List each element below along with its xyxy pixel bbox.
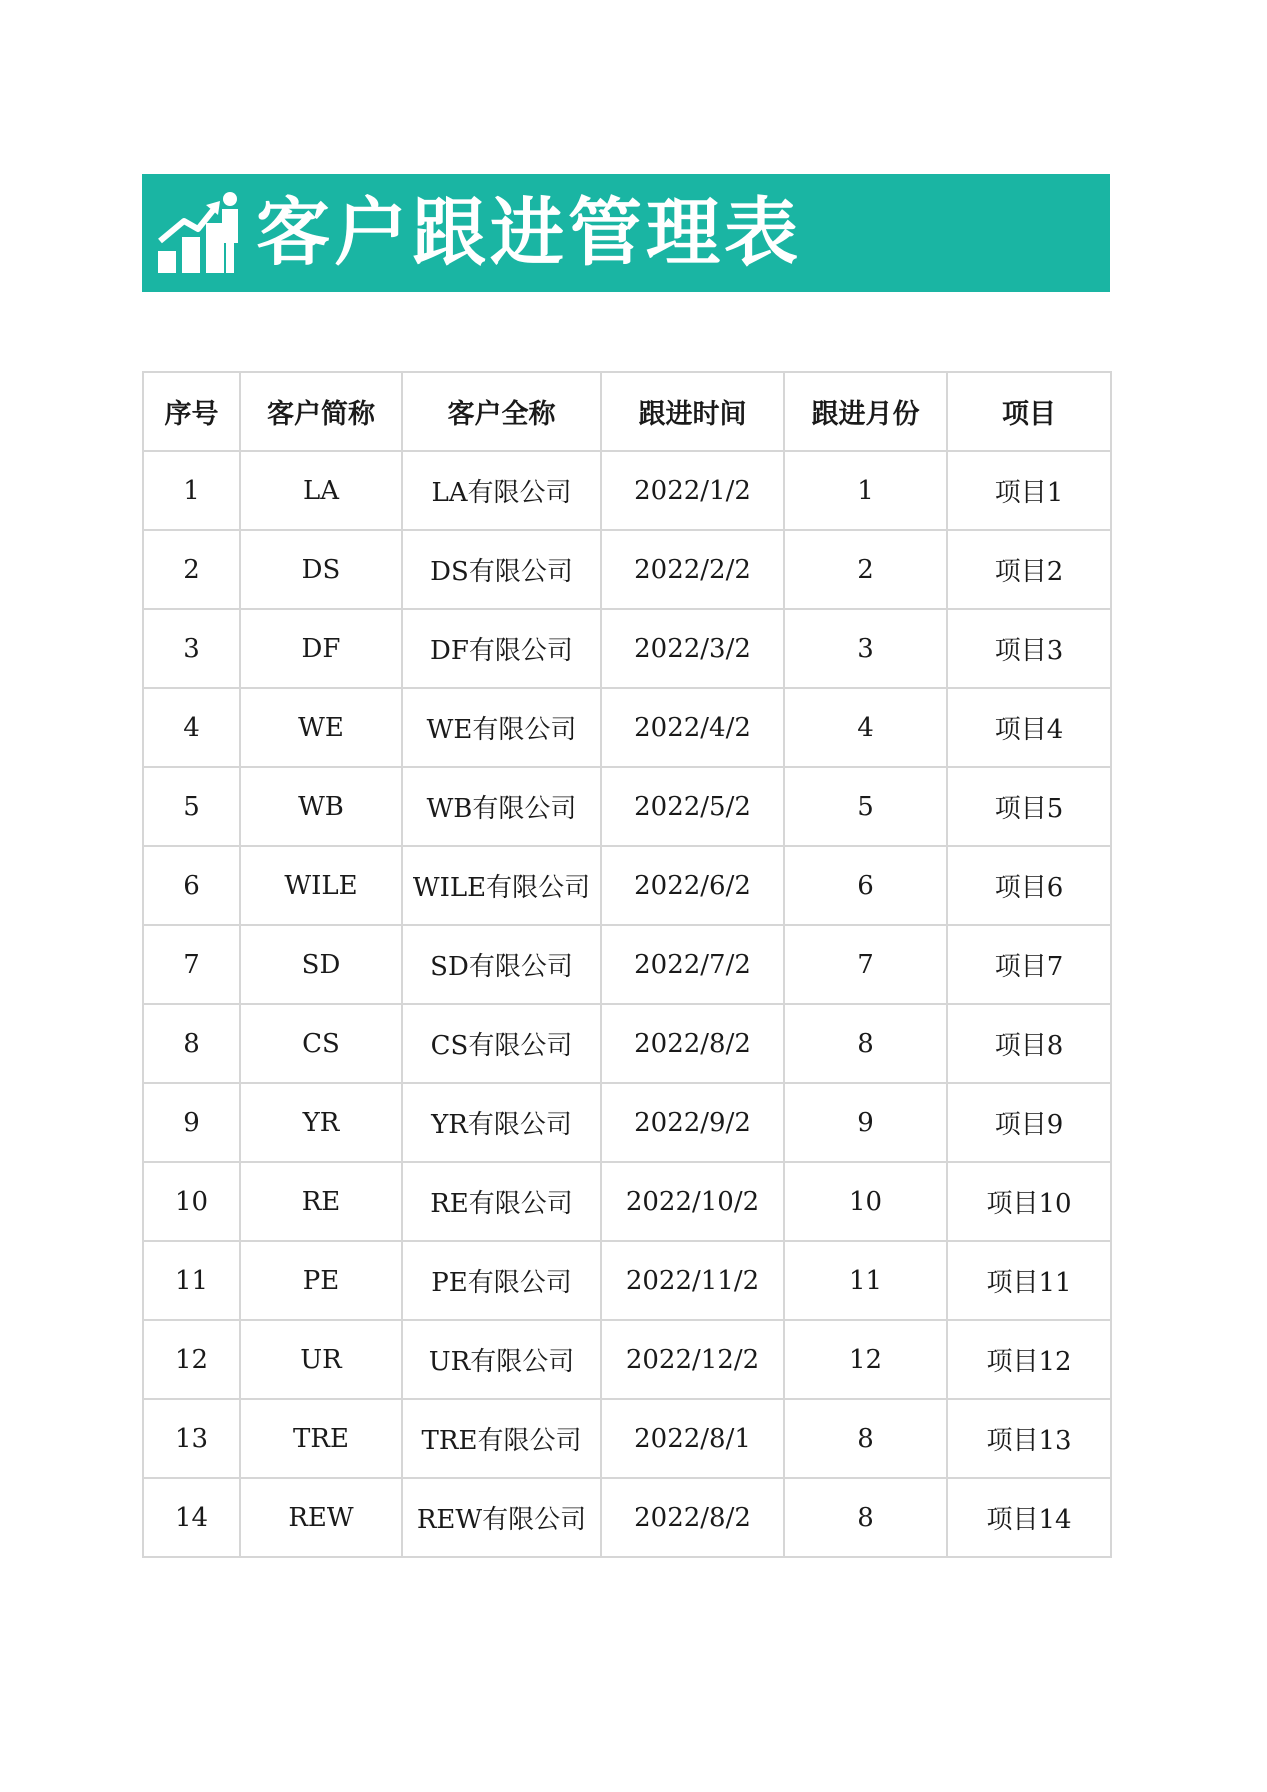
- short-name-cell: SD: [240, 925, 402, 1004]
- table-row: [143, 530, 1111, 609]
- short-name-cell: DF: [240, 609, 402, 688]
- header-short-name: 客户简称: [240, 372, 402, 451]
- full-name-cell: CS有限公司: [402, 1004, 601, 1083]
- followup-date-cell: 2022/3/2: [601, 609, 784, 688]
- short-name-cell: CS: [240, 1004, 402, 1083]
- followup-date-cell: 2022/6/2: [601, 846, 784, 925]
- followup-date-cell: 2022/9/2: [601, 1083, 784, 1162]
- short-name-cell: WILE: [240, 846, 402, 925]
- customer-followup-table: [142, 371, 1112, 1558]
- header-project: 项目: [947, 372, 1111, 451]
- followup-date-cell: 2022/8/1: [601, 1399, 784, 1478]
- short-name-cell: TRE: [240, 1399, 402, 1478]
- followup-month-cell: 6: [784, 846, 947, 925]
- followup-date-cell: 2022/1/2: [601, 451, 784, 530]
- serial-cell: 13: [143, 1399, 240, 1478]
- followup-date-cell: 2022/7/2: [601, 925, 784, 1004]
- short-name-cell: YR: [240, 1083, 402, 1162]
- short-name-cell: UR: [240, 1320, 402, 1399]
- table-row: [143, 846, 1111, 925]
- project-cell: 项目2: [947, 530, 1111, 609]
- table-row: [143, 451, 1111, 530]
- serial-cell: 1: [143, 451, 240, 530]
- serial-cell: 3: [143, 609, 240, 688]
- full-name-cell: DS有限公司: [402, 530, 601, 609]
- full-name-cell: YR有限公司: [402, 1083, 601, 1162]
- serial-cell: 12: [143, 1320, 240, 1399]
- full-name-cell: SD有限公司: [402, 925, 601, 1004]
- full-name-cell: DF有限公司: [402, 609, 601, 688]
- followup-date-cell: 2022/5/2: [601, 767, 784, 846]
- followup-month-cell: 4: [784, 688, 947, 767]
- project-cell: 项目5: [947, 767, 1111, 846]
- full-name-cell: REW有限公司: [402, 1478, 601, 1557]
- followup-month-cell: 1: [784, 451, 947, 530]
- table-row: [143, 1162, 1111, 1241]
- short-name-cell: LA: [240, 451, 402, 530]
- header-serial: 序号: [143, 372, 240, 451]
- table-row: [143, 1004, 1111, 1083]
- short-name-cell: DS: [240, 530, 402, 609]
- followup-month-cell: 8: [784, 1478, 947, 1557]
- followup-month-cell: 10: [784, 1162, 947, 1241]
- project-cell: 项目10: [947, 1162, 1111, 1241]
- full-name-cell: PE有限公司: [402, 1241, 601, 1320]
- table-row: [143, 1241, 1111, 1320]
- table-row: [143, 1083, 1111, 1162]
- serial-cell: 2: [143, 530, 240, 609]
- table-row: [143, 1320, 1111, 1399]
- table-row: [143, 688, 1111, 767]
- serial-cell: 8: [143, 1004, 240, 1083]
- full-name-cell: TRE有限公司: [402, 1399, 601, 1478]
- table-row: [143, 609, 1111, 688]
- project-cell: 项目9: [947, 1083, 1111, 1162]
- serial-cell: 6: [143, 846, 240, 925]
- serial-cell: 7: [143, 925, 240, 1004]
- project-cell: 项目8: [947, 1004, 1111, 1083]
- short-name-cell: PE: [240, 1241, 402, 1320]
- full-name-cell: WB有限公司: [402, 767, 601, 846]
- followup-month-cell: 3: [784, 609, 947, 688]
- full-name-cell: LA有限公司: [402, 451, 601, 530]
- serial-cell: 10: [143, 1162, 240, 1241]
- followup-month-cell: 12: [784, 1320, 947, 1399]
- followup-month-cell: 7: [784, 925, 947, 1004]
- followup-month-cell: 8: [784, 1399, 947, 1478]
- followup-month-cell: 11: [784, 1241, 947, 1320]
- followup-month-cell: 2: [784, 530, 947, 609]
- project-cell: 项目11: [947, 1241, 1111, 1320]
- serial-cell: 5: [143, 767, 240, 846]
- short-name-cell: RE: [240, 1162, 402, 1241]
- table-body: [143, 451, 1111, 1557]
- page-title: 客户跟进管理表: [256, 190, 802, 276]
- followup-date-cell: 2022/4/2: [601, 688, 784, 767]
- header-followup-month: 跟进月份: [784, 372, 947, 451]
- followup-date-cell: 2022/8/2: [601, 1004, 784, 1083]
- followup-date-cell: 2022/12/2: [601, 1320, 784, 1399]
- short-name-cell: WB: [240, 767, 402, 846]
- header-followup-date: 跟进时间: [601, 372, 784, 451]
- project-cell: 项目3: [947, 609, 1111, 688]
- table-row: [143, 1478, 1111, 1557]
- followup-month-cell: 8: [784, 1004, 947, 1083]
- followup-month-cell: 5: [784, 767, 947, 846]
- table-row: [143, 1399, 1111, 1478]
- followup-date-cell: 2022/10/2: [601, 1162, 784, 1241]
- title-banner: [142, 174, 1110, 292]
- followup-month-cell: 9: [784, 1083, 947, 1162]
- full-name-cell: WE有限公司: [402, 688, 601, 767]
- full-name-cell: UR有限公司: [402, 1320, 601, 1399]
- growth-chart-person-icon: [156, 191, 240, 275]
- project-cell: 项目12: [947, 1320, 1111, 1399]
- project-cell: 项目1: [947, 451, 1111, 530]
- serial-cell: 4: [143, 688, 240, 767]
- table-header-row: [143, 372, 1111, 451]
- followup-date-cell: 2022/11/2: [601, 1241, 784, 1320]
- table-row: [143, 925, 1111, 1004]
- serial-cell: 11: [143, 1241, 240, 1320]
- serial-cell: 9: [143, 1083, 240, 1162]
- short-name-cell: REW: [240, 1478, 402, 1557]
- followup-date-cell: 2022/8/2: [601, 1478, 784, 1557]
- full-name-cell: WILE有限公司: [402, 846, 601, 925]
- project-cell: 项目4: [947, 688, 1111, 767]
- project-cell: 项目13: [947, 1399, 1111, 1478]
- table-row: [143, 767, 1111, 846]
- full-name-cell: RE有限公司: [402, 1162, 601, 1241]
- header-full-name: 客户全称: [402, 372, 601, 451]
- project-cell: 项目6: [947, 846, 1111, 925]
- project-cell: 项目14: [947, 1478, 1111, 1557]
- project-cell: 项目7: [947, 925, 1111, 1004]
- followup-date-cell: 2022/2/2: [601, 530, 784, 609]
- short-name-cell: WE: [240, 688, 402, 767]
- serial-cell: 14: [143, 1478, 240, 1557]
